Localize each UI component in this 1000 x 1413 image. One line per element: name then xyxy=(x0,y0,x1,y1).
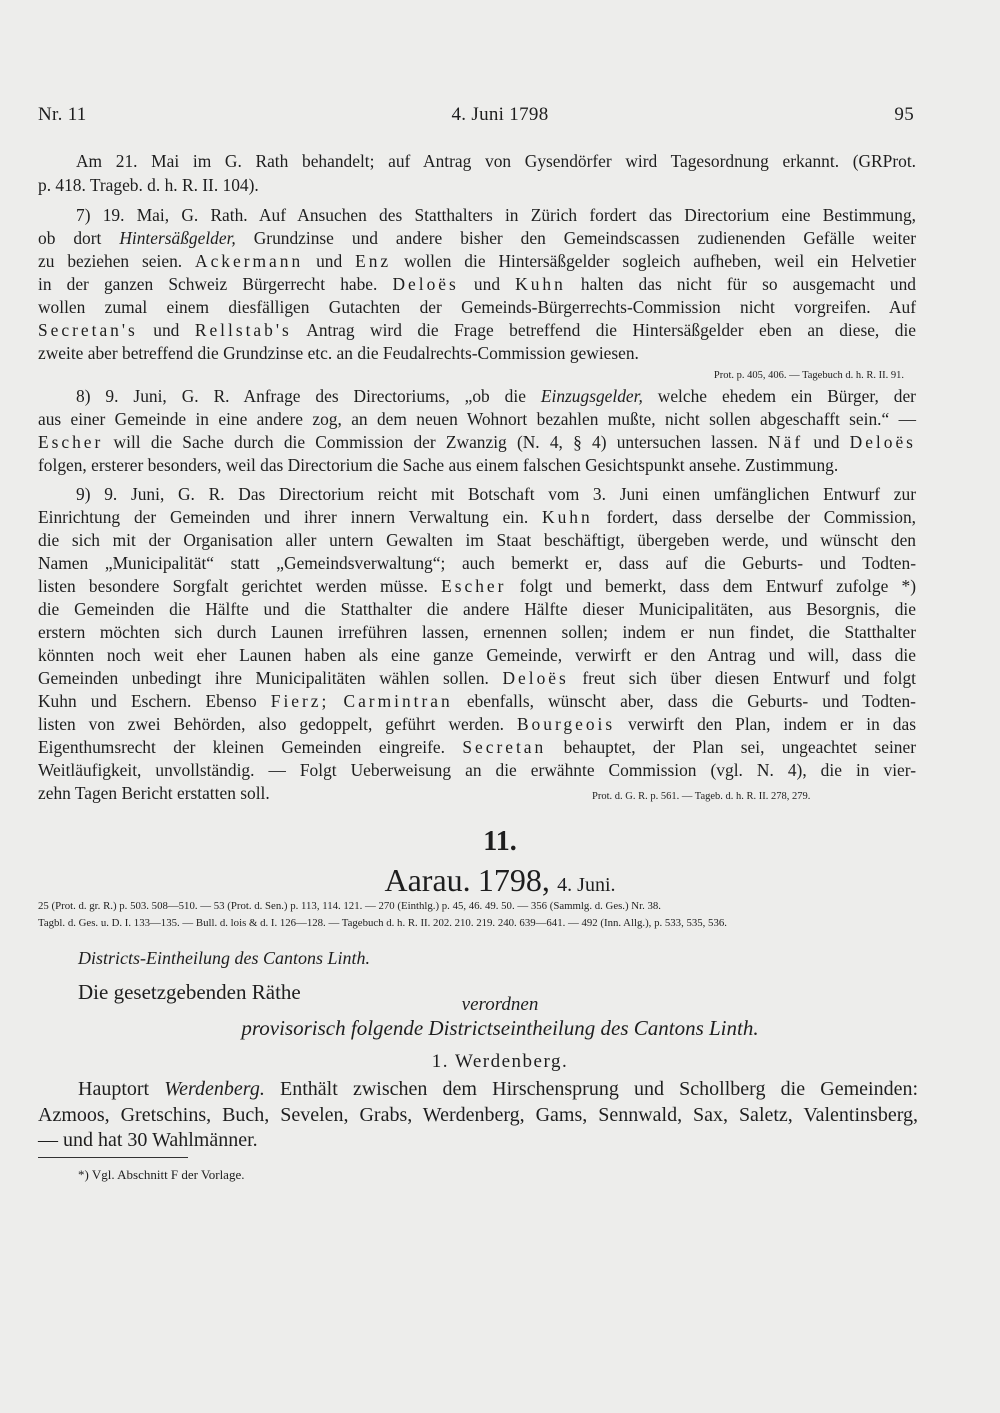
speaker-name: Secretan xyxy=(462,737,547,757)
para9-line4: Namen „Municipalität“ statt „Gemeindsverwaltung“; auch bemerkt er, dass auf die Geburts- und Todten- xyxy=(38,553,916,573)
text: ebenfalls, wünscht aber, dass die Geburts- und Todten- xyxy=(466,691,916,711)
section-place: Aarau. xyxy=(384,862,471,898)
text: Kuhn und Eschern. Ebenso xyxy=(38,691,257,711)
speaker-name: Rellstab's xyxy=(194,320,292,340)
text: verwirft den Plan, indem er in das xyxy=(628,714,916,734)
para9-line2 xyxy=(38,507,916,528)
section-number: 11. xyxy=(483,826,517,857)
speaker-name: Ackermann xyxy=(195,251,304,271)
para9-line6: die Gemeinden die Hälfte und die Statthalter die andere Hälfte dieser Municipalitäten, aus Besorgnis, die xyxy=(38,599,916,619)
law-object: provisorisch folgende Districtseintheilung des Cantons Linth. xyxy=(241,1016,759,1040)
district-line1 xyxy=(78,1077,918,1101)
para7-line1: 7) 19. Mai, G. Rath. Auf Ansuchen des Statthalters in Zürich fordert das Directorium eine Bestimmung, xyxy=(76,205,916,225)
para9-line3: die sich mit der Organisation aller untern Gewalten im Staat beschäftigt, übergeben werde, und wünscht den xyxy=(38,530,916,550)
text: halten das nicht für so ausgemacht und xyxy=(580,274,916,294)
district-line2: Azmoos, Gretschins, Buch, Sevelen, Grabs, Werdenberg, Gams, Sennwald, Sax, Saletz, Valentinsberg, xyxy=(38,1104,918,1126)
footnote: *) Vgl. Abschnitt F der Vorlage. xyxy=(78,1167,245,1182)
para9-line8: könnten noch weit eher Launen haben als eine ganze Gemeinde, verwirft er den Antrag und will, dass die xyxy=(38,645,916,665)
text: wollen die Hintersäßgelder sogleich aufheben, weil ein Helvetier xyxy=(404,251,916,271)
section-title xyxy=(0,862,1000,899)
para7-line3 xyxy=(38,251,916,272)
text: ob dort xyxy=(38,228,102,248)
text: welche ehedem ein Bürger, der xyxy=(657,386,916,406)
header-page-number: 95 xyxy=(894,104,914,125)
district-line3: — und hat 30 Wahlmänner. xyxy=(38,1129,258,1151)
para9-line13: Weitläufigkeit, unvollständig. — Folgt Ueberweisung an die erwähnte Commission (vgl. N. 4), die in vier- xyxy=(38,760,916,780)
text: listen von zwei Behörden, also gedoppelt, geführt werden. xyxy=(38,714,504,734)
header-date: 4. Juni 1798 xyxy=(451,104,549,125)
text: will die Sache durch die Commission der Zwanzig (N. 4, § 4) untersuchen lassen. xyxy=(113,432,758,452)
para1-line2: p. 418. Trageb. d. h. R. II. 104). xyxy=(38,175,259,195)
law-verb: verordnen xyxy=(461,994,539,1015)
para8-line2: aus einer Gemeinde in eine andere zog, an dem neuen Wohnort bezahlen mußte, nicht sollen abgeschafft sein.“ — xyxy=(38,409,916,429)
para9-line5 xyxy=(38,576,916,597)
para7-line5: wollen zumal einem diesfälligen Gutachten der Gemeinds-Bürgerrechts-Commission nicht vorgreifen. Auf xyxy=(38,297,916,317)
para1-line1: Am 21. Mai im G. Rath behandelt; auf Antrag von Gysendörfer wird Tagesordnung erkannt. (GRProt. xyxy=(76,151,916,171)
para7-line6 xyxy=(38,320,916,341)
sources-line1: 25 (Prot. d. gr. R.) p. 503. 508—510. — 53 (Prot. d. Sen.) p. 113, 114. 121. — 270 (Einthlg.) p. 45, 46. 49. 50. — 356 (Sammlg. d. Ges.) Nr. 38. xyxy=(38,900,661,912)
text: Enthält zwischen dem Hirschensprung und Schollberg die Gemeinden: xyxy=(280,1078,919,1100)
text: Antrag wird die Frage betreffend die Hintersäßgelder eben an diese, die xyxy=(306,320,916,340)
speaker-name: Kuhn xyxy=(542,507,593,527)
para9-line9 xyxy=(38,668,916,689)
text: 8) 9. Juni, G. R. Anfrage des Directoriums, „ob die xyxy=(76,386,526,406)
text: Einrichtung der Gemeinden und ihrer innern Verwaltung ein. xyxy=(38,507,529,527)
para9-line7: erstern möchten sich durch Launen irreführen lassen, ernennen sollen; indem er nun findet, die Statthalter xyxy=(38,622,916,642)
text: freut sich über diesen Entwurf und folgt xyxy=(582,668,916,688)
term-hintersassgelder: Hintersäßgelder, xyxy=(119,228,236,248)
para7-line7: zweite aber betreffend die Grundzinse etc. an die Feudalrechts-Commission gewiesen. xyxy=(38,343,639,363)
speaker-name: Secretan's xyxy=(38,320,138,340)
speaker-name: Enz xyxy=(355,251,392,271)
text: und xyxy=(813,432,840,452)
district-heading: 1. Werdenberg. xyxy=(431,1051,569,1072)
text: Eigenthumsrecht der kleinen Gemeinden eingreife. xyxy=(38,737,445,757)
speaker-name: Bourgeois xyxy=(516,714,616,734)
para7-line4 xyxy=(38,274,916,295)
text: Hauptort xyxy=(78,1078,150,1100)
speaker-name: Fierz; xyxy=(270,691,330,711)
place-name: Werdenberg. xyxy=(164,1078,265,1100)
speaker-name: Escher xyxy=(38,432,104,452)
header-issue-number: Nr. 11 xyxy=(38,104,87,125)
text: zu beziehen seien. xyxy=(38,251,183,271)
para7-line2 xyxy=(38,228,916,249)
para8-line4: folgen, ersterer besonders, weil das Directorium die Sache aus einem falschen Gesichtspunkt ansehe. Zustimmung. xyxy=(38,455,839,475)
speaker-name: Deloës xyxy=(392,274,459,294)
law-subject: Districts-Eintheilung des Cantons Linth. xyxy=(78,948,371,968)
para9-line11 xyxy=(38,714,916,735)
para8-line3 xyxy=(38,432,916,453)
text: fordert, dass derselbe der Commission, xyxy=(606,507,916,527)
section-date: 4. Juni. xyxy=(557,874,616,896)
speaker-name: Näf xyxy=(768,432,804,452)
para9-line10 xyxy=(38,691,916,712)
text: Grundzinse und andere bisher den Gemeindscassen zudienenden Gefälle weiter xyxy=(253,228,916,248)
term-einzugsgelder: Einzugsgelder, xyxy=(540,386,643,406)
sources-line2: Tagbl. d. Ges. u. D. I. 133—135. — Bull. d. lois & d. I. 126—128. — Tagebuch d. h. R. II. 202. 210. 219. 240. 639—641. — 492 (Inn. Allg.), p. 533, 535, 536. xyxy=(38,917,727,929)
text: und xyxy=(153,320,180,340)
section-year: 1798, xyxy=(477,862,550,898)
law-issuer: Die gesetzgebenden Räthe xyxy=(78,980,301,1004)
para9-reference: Prot. d. G. R. p. 561. — Tageb. d. h. R. II. 278, 279. xyxy=(592,791,811,802)
speaker-name: Deloës xyxy=(849,432,916,452)
text: listen besondere Sorgfalt gerichtet werden müsse. xyxy=(38,576,428,596)
para9-line12 xyxy=(38,737,916,758)
footnote-rule xyxy=(38,1157,188,1158)
text: in der ganzen Schweiz Bürgerrecht habe. xyxy=(38,274,378,294)
speaker-name: Kuhn xyxy=(515,274,566,294)
text: behauptet, der Plan sei, ungeachtet seiner xyxy=(563,737,916,757)
speaker-name: Carmintran xyxy=(343,691,453,711)
para7-reference: Prot. p. 405, 406. — Tagebuch d. h. R. II. 91. xyxy=(713,370,904,381)
text: Gemeinden unbedingt ihre Municipalitäten wählen sollen. xyxy=(38,668,489,688)
speaker-name: Escher xyxy=(441,576,507,596)
text: folgt und bemerkt, dass dem Entwurf zufolge *) xyxy=(519,576,916,596)
text: und xyxy=(473,274,501,294)
para9-line14: zehn Tagen Bericht erstatten soll. xyxy=(38,783,270,803)
speaker-name: Deloës xyxy=(502,668,569,688)
text: und xyxy=(316,251,343,271)
para8-line1 xyxy=(76,386,916,407)
para9-line1: 9) 9. Juni, G. R. Das Directorium reicht mit Botschaft vom 3. Juni einen umfänglichen Entwurf zur xyxy=(76,484,916,504)
